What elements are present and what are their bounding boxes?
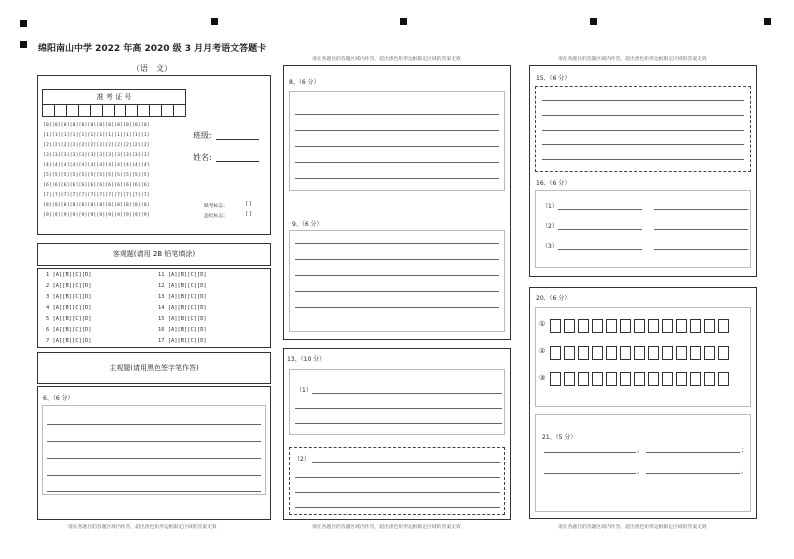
comma-mark: ， [637, 447, 644, 454]
question-20-2-label: ② [539, 347, 546, 355]
objective-item-14[interactable]: 14 [A][B][C][D] [158, 305, 207, 311]
question-21-label: 21、（5 分） [542, 434, 577, 441]
registration-mark [211, 18, 218, 25]
grid-cell[interactable] [690, 372, 701, 386]
question-20-1-grid[interactable] [550, 319, 734, 334]
question-13-1-answer-box[interactable] [289, 369, 505, 435]
grid-cell[interactable] [704, 319, 715, 333]
question-8-label: 8、（6 分） [289, 79, 320, 86]
digit-row-5[interactable]: [5][5][5][5][5][5][5][5][5][5][5][5] [43, 173, 150, 178]
semicolon-mark: ； [741, 447, 748, 454]
question-13-label: 13、（10 分） [287, 356, 326, 363]
period-mark: 。 [741, 468, 748, 475]
objective-item-15[interactable]: 15 [A][B][C][D] [158, 316, 207, 322]
grid-cell[interactable] [676, 372, 687, 386]
objective-item-12[interactable]: 12 [A][B][C][D] [158, 283, 207, 289]
exam-id-input-row[interactable] [42, 105, 186, 117]
objective-item-16[interactable]: 16 [A][B][C][D] [158, 327, 207, 333]
notice-text: 请在各题目的答题区域内作答，超出黑色矩形边框限定区域的答案无效 [558, 57, 707, 62]
grid-cell[interactable] [578, 346, 589, 360]
objective-item-6[interactable]: 6 [A][B][C][D] [46, 327, 92, 333]
question-15-answer-box[interactable] [535, 86, 751, 172]
question-8-answer-box[interactable] [289, 91, 505, 191]
sheet-title: 绵阳南山中学 2022 年高 2020 级 3 月月考语文答题卡 [38, 44, 267, 54]
column-2-top-area [283, 65, 511, 340]
grid-cell[interactable] [620, 346, 631, 360]
notice-text: 请在各题目的答题区域内作答，超出黑色矩形边框限定区域的答案无效 [312, 57, 461, 62]
registration-mark [764, 18, 771, 25]
subject-label: （语 文） [132, 64, 172, 73]
objective-item-2[interactable]: 2 [A][B][C][D] [46, 283, 92, 289]
objective-item-3[interactable]: 3 [A][B][C][D] [46, 294, 92, 300]
grid-cell[interactable] [634, 319, 645, 333]
grid-cell[interactable] [564, 346, 575, 360]
notice-text: 请在各题目的答题区域内作答，超出黑色矩形边框限定区域的答案无效 [68, 525, 217, 530]
grid-cell[interactable] [620, 372, 631, 386]
absent-checkbox[interactable]: [ ] [246, 202, 252, 207]
grid-cell[interactable] [704, 372, 715, 386]
grid-cell[interactable] [718, 372, 729, 386]
grid-cell[interactable] [648, 372, 659, 386]
objective-item-17[interactable]: 17 [A][B][C][D] [158, 338, 207, 344]
absent-label: 缺考标志: [204, 204, 225, 209]
objective-item-4[interactable]: 4 [A][B][C][D] [46, 305, 92, 311]
grid-cell[interactable] [690, 346, 701, 360]
grid-cell[interactable] [704, 346, 715, 360]
grid-cell[interactable] [578, 372, 589, 386]
grid-cell[interactable] [648, 319, 659, 333]
class-field[interactable] [216, 139, 259, 140]
violation-label: 违纪标志: [204, 214, 225, 219]
subjective-title: 主观题(请用黑色签字笔作答) [109, 364, 199, 372]
exam-info-panel [37, 75, 271, 235]
digit-row-9[interactable]: [9][9][9][9][9][9][9][9][9][9][9][9] [43, 213, 150, 218]
grid-cell[interactable] [620, 319, 631, 333]
question-20-answer-box [535, 307, 751, 407]
question-13-1-label: （1） [296, 387, 312, 394]
grid-cell[interactable] [606, 372, 617, 386]
grid-cell[interactable] [578, 319, 589, 333]
question-13-2-label: （2） [294, 456, 310, 463]
question-20-3-grid[interactable] [550, 372, 734, 387]
grid-cell[interactable] [550, 319, 561, 333]
grid-cell[interactable] [550, 346, 561, 360]
digit-row-7[interactable]: [7][7][7][7][7][7][7][7][7][7][7][7] [43, 193, 150, 198]
question-20-3-label: ③ [539, 374, 546, 382]
name-label: 姓名: [193, 153, 212, 162]
grid-cell[interactable] [690, 319, 701, 333]
grid-cell[interactable] [592, 319, 603, 333]
question-20-2-grid[interactable] [550, 346, 734, 361]
digit-row-8[interactable]: [8][8][8][8][8][8][8][8][8][8][8][8] [43, 203, 150, 208]
digit-row-6[interactable]: [6][6][6][6][6][6][6][6][6][6][6][6] [43, 183, 150, 188]
registration-mark [590, 18, 597, 25]
question-20-label: 20、（6 分） [536, 295, 571, 302]
question-13-area [283, 348, 511, 520]
grid-cell[interactable] [662, 372, 673, 386]
grid-cell[interactable] [592, 372, 603, 386]
question-16-2-label: （2） [542, 223, 558, 230]
registration-mark [20, 20, 27, 27]
grid-cell[interactable] [634, 346, 645, 360]
registration-mark [20, 41, 27, 48]
class-label: 班级: [193, 131, 212, 140]
question-20-1-label: ① [539, 320, 546, 328]
name-field[interactable] [216, 161, 259, 162]
digit-row-2[interactable]: [2][2][2][2][2][2][2][2][2][2][2][2] [43, 143, 150, 148]
grid-cell[interactable] [662, 319, 673, 333]
grid-cell[interactable] [550, 372, 561, 386]
grid-cell[interactable] [718, 319, 729, 333]
question-16-3-label: （3） [542, 243, 558, 250]
objective-title: 客观题(请用 2B 铅笔填涂) [112, 250, 196, 258]
grid-cell[interactable] [718, 346, 729, 360]
grid-cell[interactable] [662, 346, 673, 360]
objective-item-11[interactable]: 11 [A][B][C][D] [158, 272, 207, 278]
column-3-top-area [529, 65, 757, 277]
question-21-answer-box[interactable] [535, 414, 751, 512]
question-9-label: 9、（6 分） [292, 221, 323, 228]
digit-row-0[interactable]: [0][0][0][0][0][0][0][0][0][0][0][0] [43, 123, 150, 128]
question-16-label: 16、（6 分） [536, 180, 571, 187]
violation-checkbox[interactable]: [ ] [246, 212, 252, 217]
grid-cell[interactable] [564, 372, 575, 386]
notice-text: 请在各题目的答题区域内作答，超出黑色矩形边框限定区域的答案无效 [312, 525, 461, 530]
objective-title-bar [37, 243, 271, 266]
question-9-answer-box[interactable] [289, 230, 505, 332]
registration-mark [400, 18, 407, 25]
question-16-1-label: （1） [542, 203, 558, 210]
question-16-answer-box[interactable] [535, 190, 751, 268]
objective-answer-area [37, 268, 271, 348]
question-13-2-answer-box[interactable] [289, 447, 505, 515]
question-6-answer-box[interactable] [42, 405, 266, 495]
column-3-bottom-area [529, 287, 757, 519]
digit-row-3[interactable]: [3][3][3][3][3][3][3][3][3][3][3][3] [43, 153, 150, 158]
grid-cell[interactable] [564, 319, 575, 333]
objective-item-5[interactable]: 5 [A][B][C][D] [46, 316, 92, 322]
subjective-title-bar [37, 352, 271, 384]
exam-id-label: 准 考 证 号 [42, 89, 186, 105]
question-6-label: 6、（6 分） [43, 395, 74, 402]
notice-text: 请在各题目的答题区域内作答，超出黑色矩形边框限定区域的答案无效 [558, 525, 707, 530]
grid-cell[interactable] [648, 346, 659, 360]
grid-cell[interactable] [634, 372, 645, 386]
grid-cell[interactable] [676, 319, 687, 333]
objective-item-7[interactable]: 7 [A][B][C][D] [46, 338, 92, 344]
objective-item-13[interactable]: 13 [A][B][C][D] [158, 294, 207, 300]
grid-cell[interactable] [606, 319, 617, 333]
grid-cell[interactable] [606, 346, 617, 360]
question-15-label: 15、（6 分） [536, 75, 571, 82]
question-6-area [37, 386, 271, 520]
comma-mark: ， [637, 468, 644, 475]
digit-row-1[interactable]: [1][1][1][1][1][1][1][1][1][1][1][1] [43, 133, 150, 138]
grid-cell[interactable] [676, 346, 687, 360]
objective-item-1[interactable]: 1 [A][B][C][D] [46, 272, 92, 278]
grid-cell[interactable] [592, 346, 603, 360]
digit-row-4[interactable]: [4][4][4][4][4][4][4][4][4][4][4][4] [43, 163, 150, 168]
